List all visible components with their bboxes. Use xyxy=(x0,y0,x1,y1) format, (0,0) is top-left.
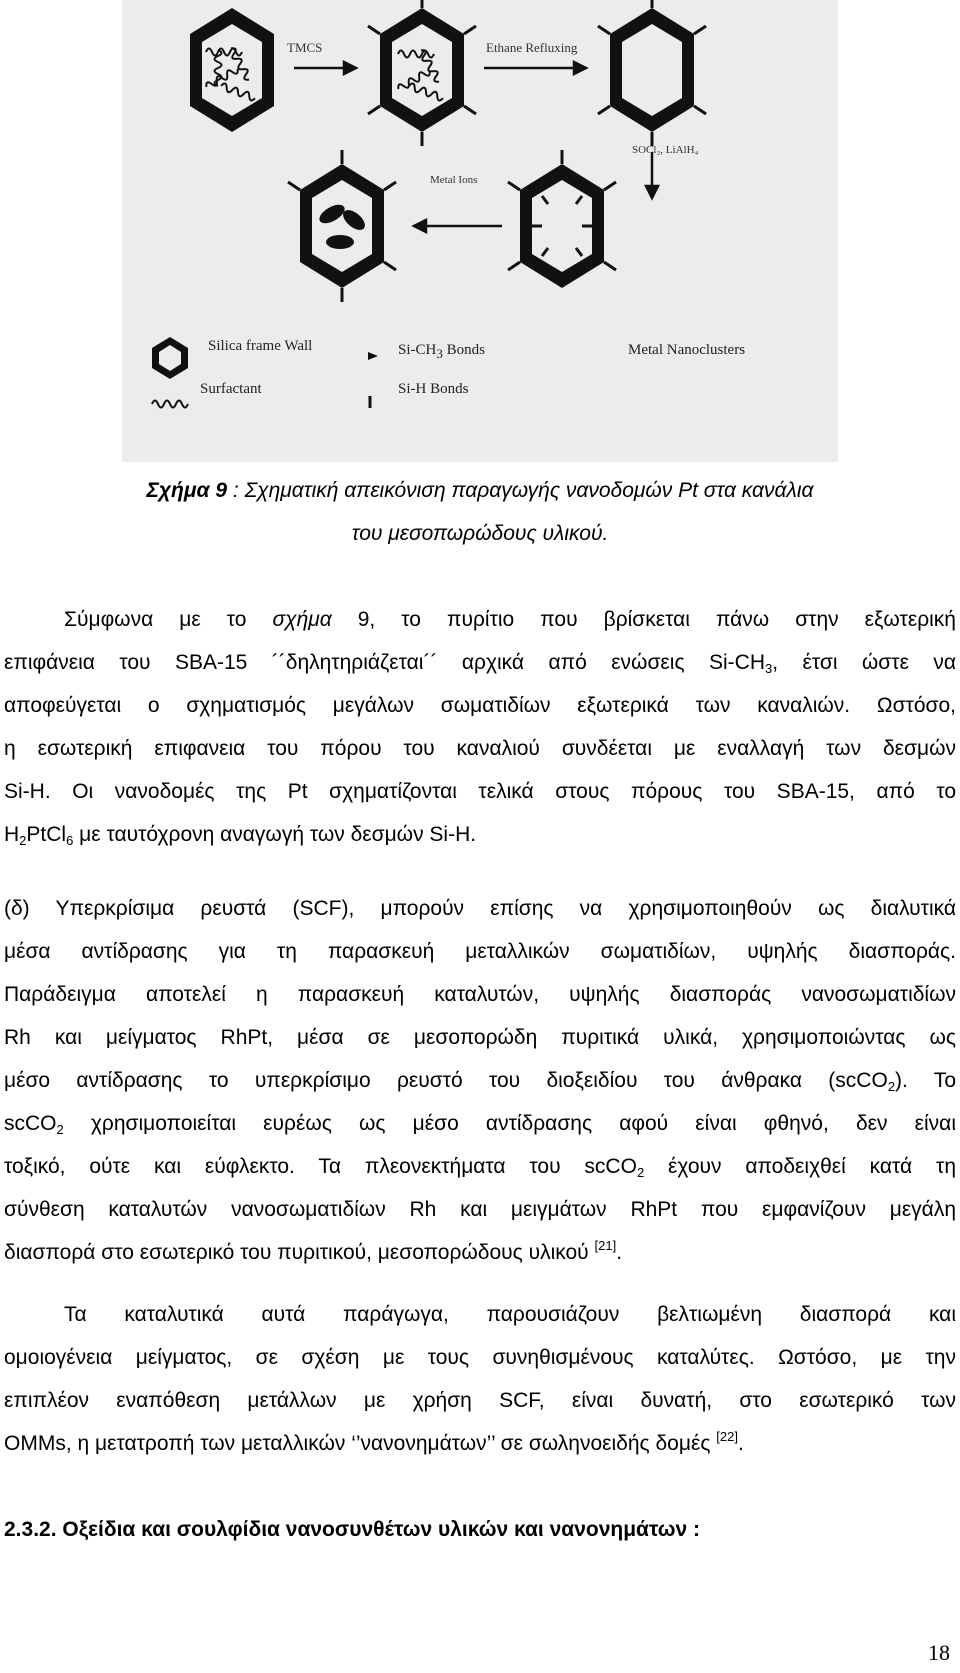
hexagon-surfactant-2 xyxy=(368,0,476,146)
paragraph-2 xyxy=(4,887,956,1274)
ethane-refluxing-label: Ethane Refluxing xyxy=(486,40,578,55)
silica-wall-icon xyxy=(152,337,188,379)
p3-line-3: επιπλέον εναπόθεση μετάλλων με χρήση SCF, είναι δυνατή, στο εσωτερικό των xyxy=(4,1389,956,1412)
p2-line-6: scCO$_2$ χρησιμοποιείται ευρέως ως μέσο αντίδρασης αφού είναι φθηνό, δεν είναι xyxy=(4,1112,956,1137)
si-ch3-bonds-label: $Si-CH_3$ Bonds xyxy=(398,342,485,361)
si-ch3-icon xyxy=(368,352,378,360)
surfactant-icon xyxy=(152,401,188,408)
socl2-lialh4-label: SOCl₂, LiAlH₄ xyxy=(632,144,699,156)
p3-line-1: Τα καταλυτικά αυτά παράγωγα, παρουσιάζουν βελτιωμένη διασπορά και xyxy=(64,1303,956,1326)
hexagon-sih xyxy=(508,150,616,288)
p2-line-3: Παράδειγμα αποτελεί η παρασκευή καταλυτών, υψηλής διασποράς νανοσωματιδίων xyxy=(4,983,956,1006)
p1-line-1: Σύμφωνα με το σχήμα 9, το πυρίτιο που βρίσκεται πάνω στην εξωτερική xyxy=(64,608,956,631)
p2-line-2: μέσα αντίδρασης για τη παρασκευή μεταλλικών σωματιδίων, υψηλής διασποράς. xyxy=(4,940,956,963)
p2-line-1: (δ) Υπερκρίσιμα ρευστά (SCF), μπορούν επίσης να χρησιμοποιηθούν ως διαλυτικά xyxy=(4,897,956,920)
metal-ions-label: Metal Ions xyxy=(430,174,478,186)
paragraph-1 xyxy=(4,598,956,856)
p2-line-7: τοξικό, ούτε και εύφλεκτο. Τα πλεονεκτήματα του scCO$_2$ έχουν αποδειχθεί κατά τη xyxy=(4,1155,957,1180)
page-number: 18 xyxy=(928,1640,950,1665)
p1-line-2: επιφάνεια του SBA-15 ´´δηλητηριάζεται´´ αρχικά από ενώσεις $Si-CH_3$, έτσι ώστε να xyxy=(4,651,956,676)
p2-line-8: σύνθεση καταλυτών νανοσωματιδίων Rh και μειγμάτων RhPt που εμφανίζουν μεγάλη xyxy=(4,1198,956,1221)
p2-line-4: Rh και μείγματος RhPt, μέσα σε μεσοπορώδη πυριτικά υλικά, χρησιμοποιώντας ως xyxy=(4,1026,956,1049)
p3-line-4: OMMs, η μετατροπή των μεταλλικών ‘’νανονημάτων’’ σε σωληνοειδής δομές [22]. xyxy=(4,1429,744,1455)
p1-line-5: Si-H. Οι νανοδομές της Pt σχηματίζονται τελικά στους πόρους του SBA-15, από το xyxy=(4,780,956,803)
p2-line-5: μέσο αντίδρασης το υπερκρίσιμο ρευστό του διοξειδίου του άνθρακα (scCO$_2$). Το xyxy=(4,1069,957,1094)
silica-frame-wall-label: Silica frame Wall xyxy=(208,338,313,354)
p1-line-6: $H_2PtCl_6$ με ταυτόχρονη αναγωγή των δεσμών Si-H. xyxy=(4,823,477,848)
hexagon-empty xyxy=(598,0,706,146)
p3-line-2: ομοιογένεια μείγματος, σε σχέση με τους συνηθισμένους καταλύτες. Ωστόσο, με την xyxy=(4,1346,956,1369)
paragraph-3 xyxy=(4,1293,956,1465)
hexagon-nanoclusters xyxy=(288,150,396,302)
hexagon-surfactant-1 xyxy=(190,8,274,132)
schematic-figure xyxy=(122,0,838,462)
tmcs-label: TMCS xyxy=(287,40,323,55)
surfactant-label: Surfactant xyxy=(200,381,262,397)
p1-line-4: η εσωτερική επιφανεια του πόρου του καναλιού συνδέεται με εναλλαγή των δεσμών xyxy=(4,737,956,760)
metal-nanoclusters-label: Metal Nanoclusters xyxy=(628,342,746,358)
figure-caption-line-2: του μεσοπωρώδους υλικού. xyxy=(351,522,609,545)
p2-line-9: διασπορά στο εσωτερικό του πυριτικού, μεσοπορώδους υλικού [21]. xyxy=(4,1238,623,1264)
p1-line-3: αποφεύγεται ο σχηματισμός μεγάλων σωματιδίων εξωτερικά των καναλιών. Ωστόσο, xyxy=(4,694,956,717)
figure-caption-line-1: Σχήμα 9 : Σχηματική απεικόνιση παραγωγής νανοδομών Pt στα κανάλια xyxy=(146,479,814,502)
si-h-bonds-label: Si-H Bonds xyxy=(398,381,469,397)
section-heading: 2.3.2. Οξείδια και σουλφίδια νανοσυνθέτων υλικών και νανονημάτων : xyxy=(4,1518,700,1541)
